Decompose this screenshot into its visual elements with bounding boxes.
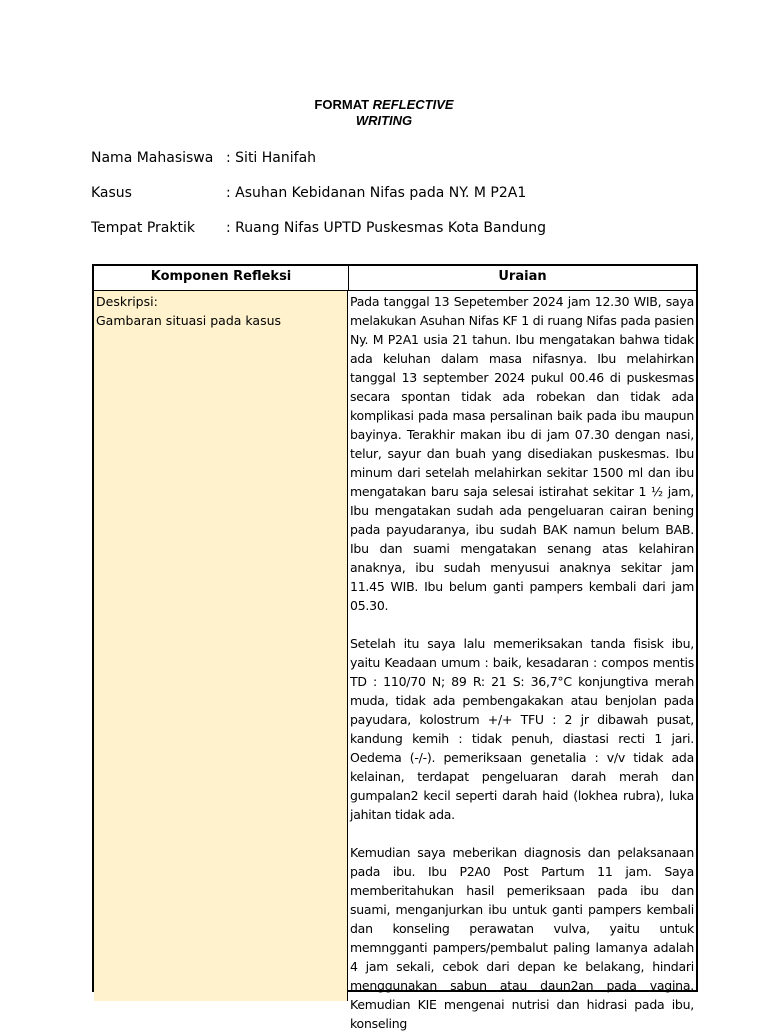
header-uraian: Uraian bbox=[498, 269, 547, 284]
component-cell bbox=[94, 291, 348, 1001]
table-header-row bbox=[94, 266, 696, 291]
info-row-kasus bbox=[91, 184, 526, 202]
document-title bbox=[0, 97, 768, 129]
info-label: Kasus bbox=[91, 185, 132, 201]
info-value: : Siti Hanifah bbox=[226, 150, 317, 166]
header-komponen: Komponen Refleksi bbox=[94, 266, 349, 290]
title-format: FORMAT bbox=[314, 97, 373, 112]
description-cell bbox=[349, 291, 696, 1031]
component-description: Gambaran situasi pada kasus bbox=[96, 313, 282, 328]
paragraph-2: Setelah itu saya lalu memeriksakan tanda fisisk ibu, yaitu Keadaan umum : baik, kesadaran : compos mentis TD : 110/70 N; 89 R: 21 S: 36,7°C konjungtiva merah muda, tidak ada pembengakakan atau benjolan pada payudara, kolostrum +/+ TFU : 2 jr dibawah pusat, kandung kemih : tidak penuh, diastasi recti 1 jari. Oedema (-/-). pemeriksaan genetalia : v/v tidak ada kelainan, terdapat pengeluaran darah merah dan gumpalan2 kecil seperti darah haid (lokhea rubra), luka jahitan tidak ada. bbox=[350, 636, 694, 822]
info-value: : Asuhan Kebidanan Nifas pada NY. M P2A1 bbox=[226, 185, 527, 201]
title-reflective: REFLECTIVE bbox=[372, 97, 454, 112]
info-row-tempat bbox=[91, 219, 546, 237]
info-row-nama bbox=[91, 149, 316, 167]
info-value: : Ruang Nifas UPTD Puskesmas Kota Bandung bbox=[226, 220, 546, 236]
paragraph-1: Pada tanggal 13 Sepetember 2024 jam 12.30 WIB, saya melakukan Asuhan Nifas KF 1 di ruang Nifas pada pasien Ny. M P2A1 usia 21 tahun. Ibu mengatakan bahwa tidak ada keluhan dalam masa nifasnya. Ibu melahirkan tanggal 13 september 2024 pukul 00.46 di puskesmas secara spontan tidak ada robekan dan tidak ada komplikasi pada masa persalinan baik pada ibu maupun bayinya. Terakhir makan ibu di jam 07.30 dengan nasi, telur, sayur dan buah yang disediakan puskesmas. Ibu minum dari setelah melahirkan sekitar 1500 ml dan ibu mengatakan baru saja selesai istirahat sekitar 1 ½ jam, Ibu mengatakan sudah ada pengeluaran cairan bening pada payudaranya, ibu sudah BAK namun belum BAB. Ibu dan suami mengatakan senang atas kelahiran anaknya, ibu sudah menyusui anaknya sekitar jam 11.45 WIB. Ibu belum ganti pampers kembali dari jam 05.30. bbox=[350, 294, 694, 613]
title-writing: WRITING bbox=[355, 113, 413, 128]
info-label: Nama Mahasiswa bbox=[91, 150, 214, 166]
paragraph-3: Kemudian saya meberikan diagnosis dan pelaksanaan pada ibu. Ibu P2A0 Post Partum 11 jam. Saya memberitahukan hasil pemeriksaan pada ibu dan suami, menganjurkan ibu untuk ganti pampers kembali dan konseling perawatan vulva, yaitu untuk memngganti pampers/pembalut paling lamanya adalah 4 jam sekali, cebok dari depan ke belakang, hindari menggunakan sabun atau daun2an pada vagina. Kemudian KIE mengenai nutrisi dan hidrasi pada ibu, konseling bbox=[350, 845, 694, 1031]
info-label: Tempat Praktik bbox=[91, 220, 195, 236]
reflection-table bbox=[92, 264, 698, 1031]
component-label: Deskripsi: bbox=[96, 294, 158, 309]
